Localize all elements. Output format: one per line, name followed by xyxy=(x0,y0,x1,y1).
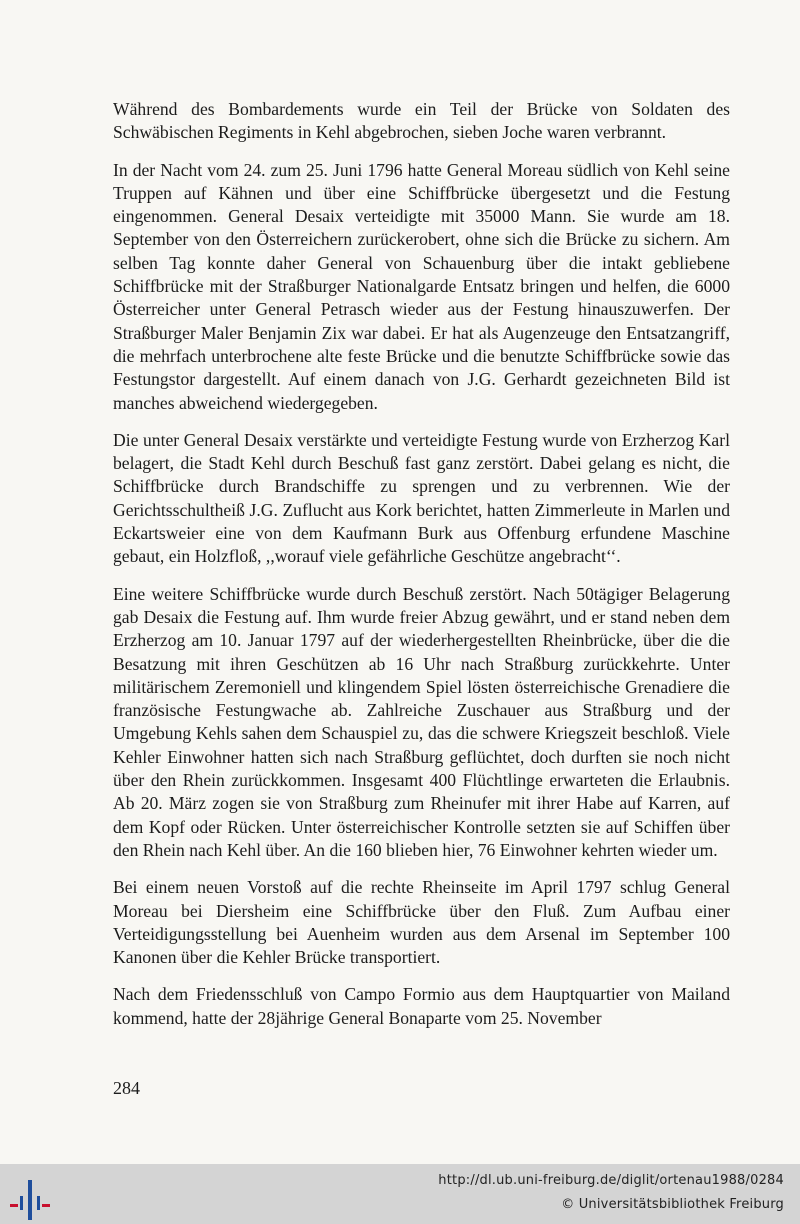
paragraph-1: Während des Bombardements wurde ein Teil der Brücke von Soldaten des Schwäbischen Regiments in Kehl abgebrochen, sieben Joche waren verbrannt. xyxy=(113,99,730,143)
source-url-link[interactable]: http://dl.ub.uni-freiburg.de/diglit/ortenau1988/0284 xyxy=(438,1173,784,1188)
paragraph-6: Nach dem Friedensschluß von Campo Formio aus dem Hauptquartier von Mailand kommend, hatte der 28jährige General Bonaparte vom 25. November xyxy=(113,984,730,1028)
paragraph-2: In der Nacht vom 24. zum 25. Juni 1796 hatte General Moreau südlich von Kehl seine Truppen auf Kähnen und über eine Schiffbrücke übergesetzt und die Festung eingenommen. General Desaix verteidigte mit 35000 Mann. Sie wurde am 18. September von den Österreichern zurückerobert, ohne sich die Brücke zu sichern. Am selben Tag konnte daher General von Schauenburg über die intakt gebliebene Schiffbrücke mit der Straßburger Nationalgarde Entsatz bringen und helfen, die 6000 Österreicher unter General Petrasch wieder aus der Festung hinauszuwerfen. Der Straßburger Maler Benjamin Zix war dabei. Er hat als Augenzeuge den Entsatzangriff, die mehrfach unterbrochene alte feste Brücke und die benutzte Schiffbrücke sowie das Festungstor dargestellt. Auf einem danach von J.G. Gerhardt gezeichneten Bild ist manches abweichend wiedergegeben. xyxy=(113,159,730,413)
copyright-text: © Universitätsbibliothek Freiburg xyxy=(561,1197,784,1212)
ub-freiburg-logo-icon xyxy=(6,1174,54,1222)
footer-bar xyxy=(0,1164,800,1224)
paragraph-4: Eine weitere Schiffbrücke wurde durch Beschuß zerstört. Nach 50tägiger Belagerung gab Desaix die Festung auf. Ihm wurde freier Abzug gewährt, und er stand neben dem Erzherzog am 10. Januar 1797 auf der wiederhergestellten Rheinbrücke, über die die Besatzung mit ihren Geschützen ab 16 Uhr nach Straßburg zurückkehrte. Unter militärischem Zeremoniell und klingendem Spiel lösten österreichische Grenadiere die französische Festungwache ab. Zahlreiche Zuschauer aus Straßburg und der Umgebung Kehls sahen dem Schauspiel zu, das die schwere Kriegszeit beschloß. Viele Kehler Einwohner hatten sich nach Straßburg geflüchtet, doch durften sie noch nicht über den Rhein zurückkommen. Insgesamt 400 Flüchtlinge erwarteten die Erlaubnis. Ab 20. März zogen sie von Straßburg zum Rheinufer mit ihrer Habe auf Karren, auf dem Kopf oder Rücken. Unter österreichischer Kontrolle setzten sie auf Schiffen über den Rhein nach Kehl über. An die 160 blieben hier, 76 Einwohner kehrten wieder um. xyxy=(113,583,730,860)
paragraph-5: Bei einem neuen Vorstoß auf die rechte Rheinseite im April 1797 schlug General Moreau bei Diersheim eine Schiffbrücke über den Fluß. Zum Aufbau einer Verteidigungsstellung bei Auenheim wurden aus dem Arsenal im September 100 Kanonen über die Kehler Brücke transportiert. xyxy=(113,877,730,968)
paragraph-3: Die unter General Desaix verstärkte und verteidigte Festung wurde von Erzherzog Karl belagert, die Stadt Kehl durch Beschuß fast ganz zerstört. Dabei gelang es nicht, die Schiffbrücke durch Brandschiffe zu sprengen und zu verbrennen. Wie der Gerichtsschultheiß J.G. Zuflucht aus Kork berichtet, hatten Zimmerleute in Marlen und Eckartsweier eine von dem Kaufmann Burk aus Offenburg erfundene Maschine gebaut, ein Holzfloß, ,,worauf viele gefährliche Geschütze angebracht‘‘. xyxy=(113,429,730,567)
body-text xyxy=(113,98,730,1044)
page-number: 284 xyxy=(113,1078,140,1098)
